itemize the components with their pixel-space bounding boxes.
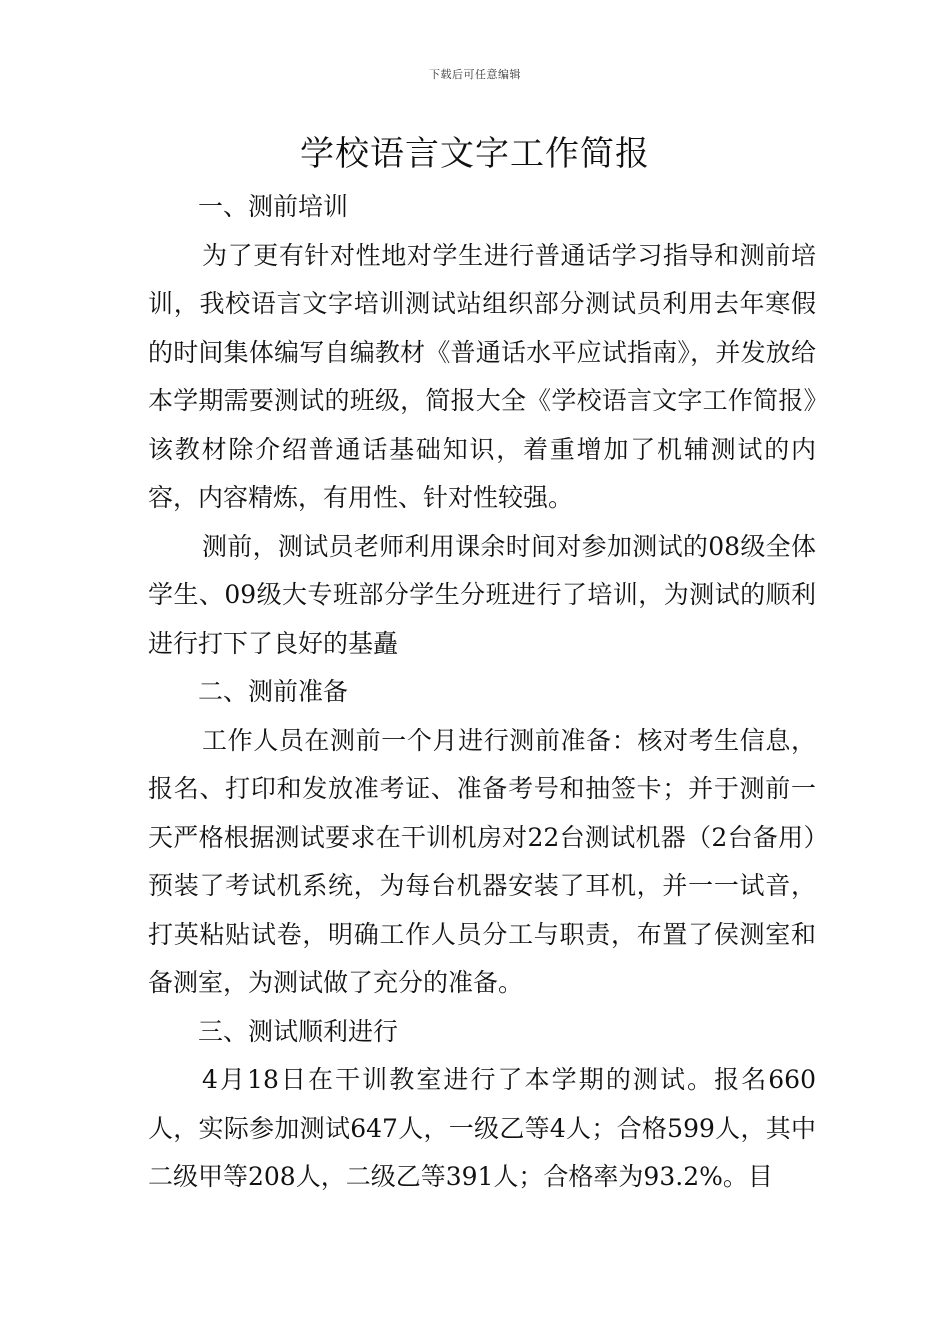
document-title: 学校语言文字工作简报 (300, 134, 650, 174)
header-note: 下载后可任意编辑 (429, 68, 521, 81)
paragraph: 4月18日在干训教室进行了本学期的测试。报名660人，实际参加测试647人，一级乙等4人；合格599人，其中二级甲等208人，二级乙等391人；合格率为93.2%。目 (148, 1065, 816, 1191)
document-body (148, 183, 816, 1202)
paragraph: 为了更有针对性地对学生进行普通话学习指导和测前培训，我校语言文字培训测试站组织部分测试员利用去年寒假的时间集体编写自编教材《普通话水平应试指南》，并发放给本学期需要测试的班级，简报大全《学校语言文字工作简报》该教材除介绍普通话基础知识，着重增加了机辅测试的内容，内容精炼，有用性、针对性较强。 (148, 240, 816, 512)
section-heading: 一、测前培训 (198, 192, 349, 221)
section-heading: 二、测前准备 (198, 677, 349, 706)
section-heading: 三、测试顺利进行 (198, 1016, 399, 1046)
paragraph: 测前，测试员老师利用课余时间对参加测试的08级全体学生、09级大专班部分学生分班进行了培训，为测试的顺利进行打下了良好的基矗 (148, 531, 816, 658)
paragraph: 工作人员在测前一个月进行测前准备：核对考生信息，报名、打印和发放准考证、准备考号和抽签卡；并于测前一天严格根据测试要求在干训机房对22台测试机器（2台备用）预装了考试机系统，为每台机器安装了耳机，并一一试音，打英粘贴试卷，明确工作人员分工与职责，布置了侯测室和备测室，为测试做了充分的准备。 (148, 725, 816, 997)
